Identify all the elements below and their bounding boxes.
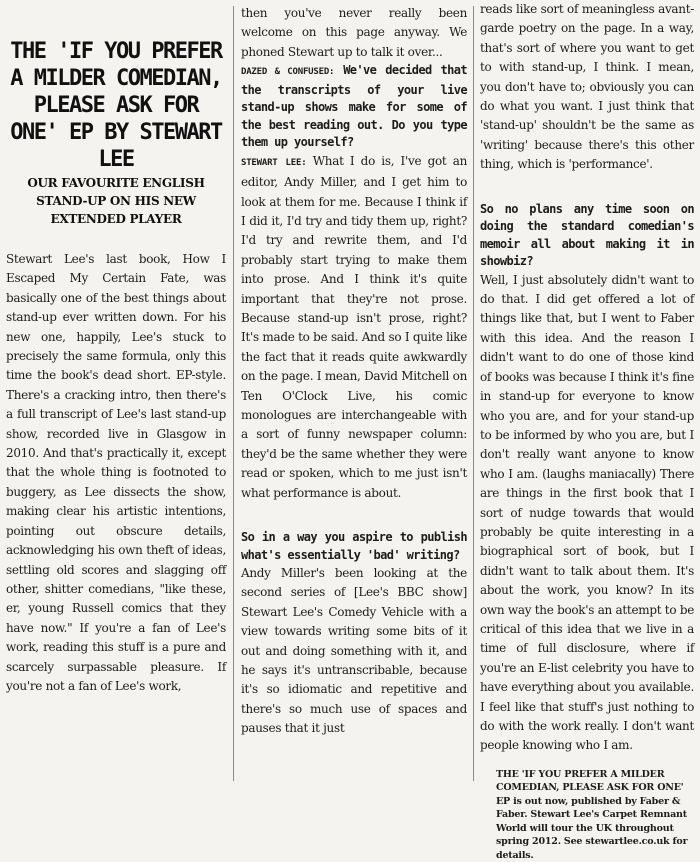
question-1-text: We've decided that the transcripts of your live stand-up shows make for some of the best reading out. Do you type them up yourself? [241,63,467,150]
question-1 [241,62,467,152]
answer-2-continued: reads like sort of meaningless avant-garde poetry on the page. In a way, that's sort of where you want to get to with stand-up, I think. I mean, you don't have to; obviously you can do what you want. I just think that 'stand-up' shouldn't be the same as 'writing' because there's this other thing, which is 'performance'. [480,2,694,172]
intro-paragraph: Stewart Lee's last book, How I Escaped My Certain Fate, was basically one of the best things about stand-up ever written down. For his new one, happily, Lee's stuck to precisely the same formula, only this time the book's dead short. EP-style. There's a cracking intro, then there's a full transcript of Lee's last stand-up show, recorded live in Glasgow in 2010. And that's practically it, except that the whole thing is footnoted to buggery, as Lee dissects the show, making clear his artistic intentions, pointing out obscure details, acknowledging his own theft of ideas, settling old scores and slagging off other, shitter comedians, "like these, er, young Russell comics that they have now." If you're a fan of Lee's work, reading this stuff is a pure and scarcely surpassable pleasure. If you're not a fan of Lee's work, [6,252,226,693]
answer-3: Well, I just absolutely didn't want to do that. I did get offered a lot of things like that, but I went to Faber with this idea. And the reason I didn't want to do one of those kind of books was because I think it's fine in stand-up for everyone to know who you are, and for your stand-up to be informed by who you are, but I don't really want anyone to know who I am. (laughs maniacally) There are things in the first book that I sort of nudge towards that would probably be quite interesting in a biographical sort of book, but I didn't want to talk about them. It's about the work, you know? In its own way the book's an attempt to be critical of this idea that we live in a time of full disclosure, where if you're an E-list celebrity you have to have everything about you available. I feel like that stuff's just nothing to do with the work really. I don't want people knowing who I am. [480,272,694,753]
footer-credits: THE 'IF YOU PREFER A MILDER COMEDIAN, PLEASE ASK FOR ONE' EP is out now, published by Faber & Faber. Stewart Lee's Carpet Remnant World will tour the UK throughout spring 2012. See stewartlee.co.uk for details. [496,768,688,861]
interviewer-label: DAZED & CONFUSED: [241,67,335,78]
headline: THE 'IF YOU PREFER A MILDER COMEDIAN, PLEASE ASK FOR ONE' EP BY STEWART LEE [10,39,222,172]
intro-continued: then you've never really been welcome on this page anyway. We phoned Stewart up to talk it over... [241,6,467,59]
column-divider-2 [473,6,474,781]
answer-1 [241,152,467,503]
column-2 [241,0,467,739]
question-3: So no plans any time soon on doing the standard comedian's memoir all about making it in showbiz? [480,201,694,269]
answer-2: Andy Miller's been looking at the second series of [Lee's BBC show] Stewart Lee's Comedy Vehicle with a view towards writing some bits of it out and doing something with it, and he says it's untranscribable, because it's so idiomatic and repetitive and there's so much use of spaces and pauses that it just [241,566,467,736]
column-divider-1 [233,6,234,781]
column-3 [480,0,694,862]
interviewee-label: STEWART LEE: [241,157,307,168]
question-2: So in a way you aspire to publish what's essentially 'bad' writing? [241,530,467,562]
kicker: OUR FAVOURITE ENGLISH STAND-UP ON HIS NEW EXTENDED PLAYER [27,176,205,226]
column-1 [6,0,226,696]
answer-1-text: What I do is, I've got an editor, Andy Miller, and I get him to look at them for me. Because I think if I did it, I'd try and tidy them up, right? I'd try and rewrite them, and I'd probably start trying to make them into prose. And I think it's quite important that they're not prose. Because stand-up isn't prose, right? It's made to be said. And so I quite like the fact that it reads quite awkwardly on the page. I mean, David Mitchell on Ten O'Clock Live, his comic monologues are interchangeable with a sort of funny newspaper column: they'd be the same whether they were read or spoken, which to me just isn't what performance is about. [241,153,468,500]
